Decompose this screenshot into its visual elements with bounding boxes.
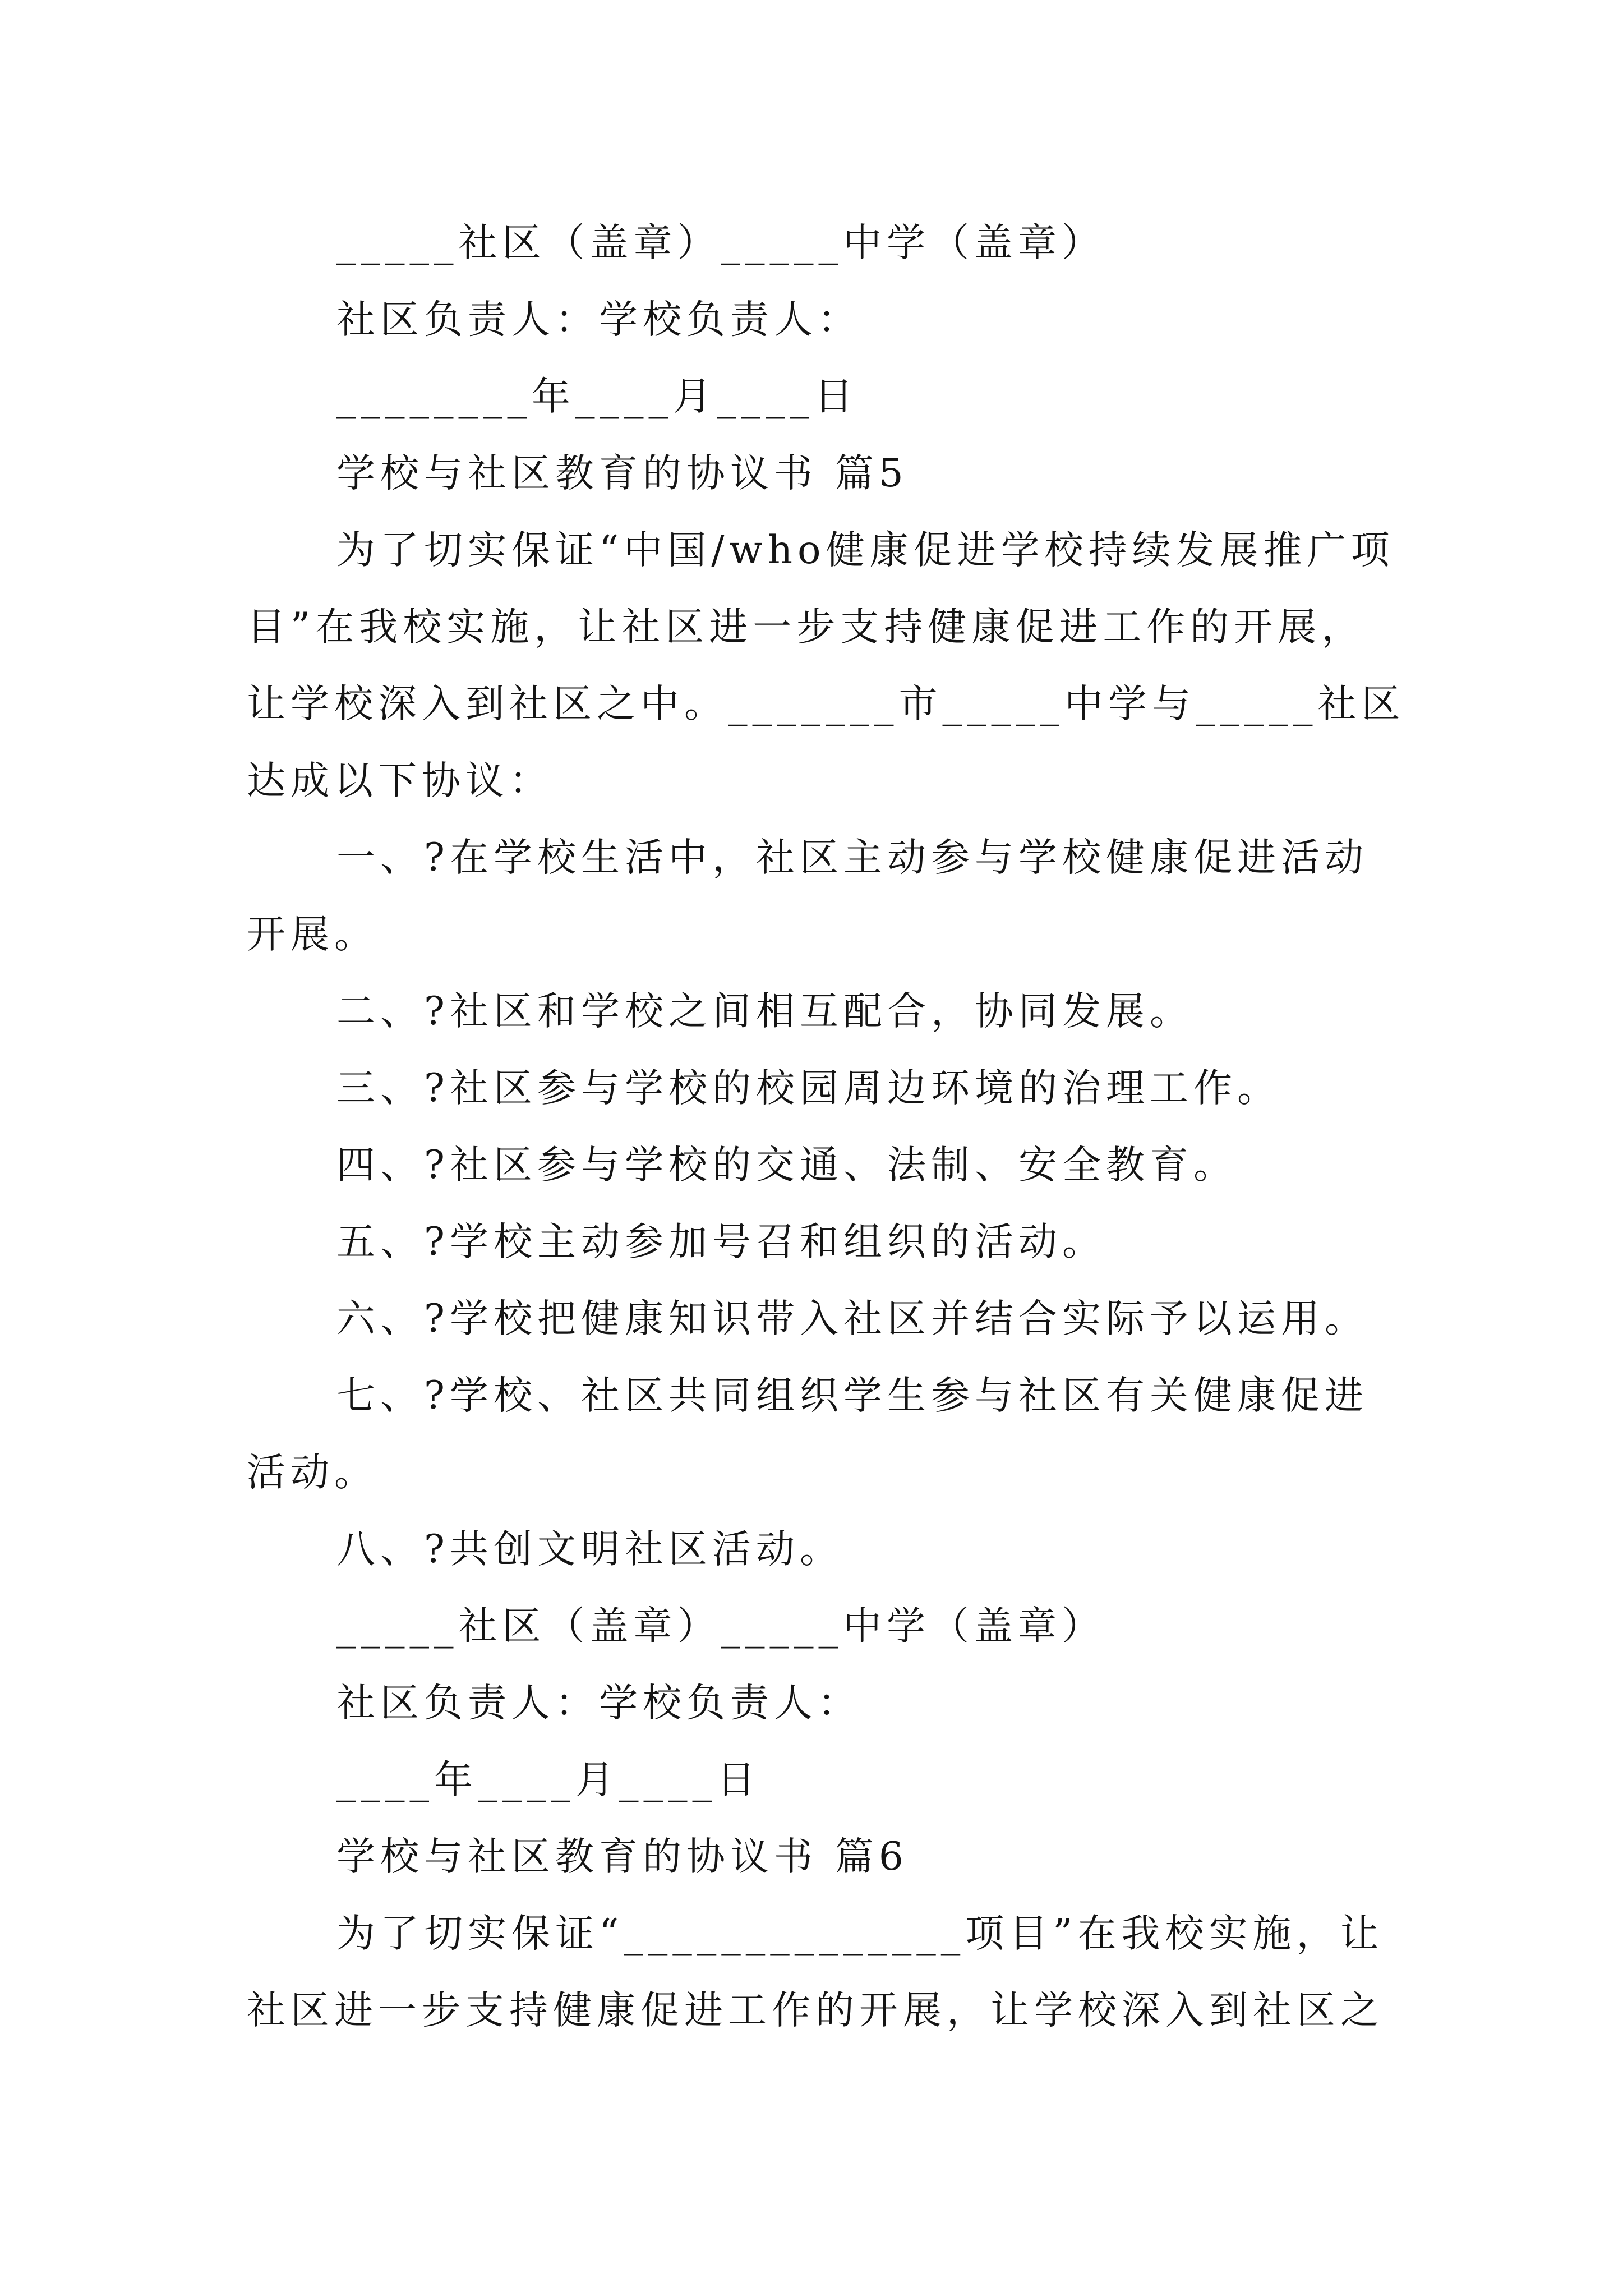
signatories-line: 社区负责人：学校负责人： <box>336 297 861 342</box>
paragraph-line: 达成以下协议： <box>247 758 553 803</box>
clause-line: 八、?共创文明社区活动。 <box>336 1527 843 1572</box>
stamp-line: _____社区（盖章）_____中学（盖章） <box>336 1604 1105 1649</box>
clause-line: 四、?社区参与学校的交通、法制、安全教育。 <box>336 1143 1237 1188</box>
paragraph-line: 社区进一步支持健康促进工作的开展，让学校深入到社区之 <box>247 1988 1384 2033</box>
section-heading: 学校与社区教育的协议书 篇5 <box>336 451 909 496</box>
paragraph-line: 为了切实保证“中国/who健康促进学校持续发展推广项 <box>336 528 1395 573</box>
clause-line: 六、?学校把健康知识带入社区并结合实际予以运用。 <box>336 1296 1368 1341</box>
clause-line: 二、?社区和学校之间相互配合，协同发展。 <box>336 989 1193 1034</box>
section-heading: 学校与社区教育的协议书 篇6 <box>336 1834 909 1879</box>
stamp-line: _____社区（盖章）_____中学（盖章） <box>336 220 1105 265</box>
clause-line: 活动。 <box>247 1450 378 1495</box>
clause-line: 一、?在学校生活中，社区主动参与学校健康促进活动 <box>336 835 1368 880</box>
clause-line: 三、?社区参与学校的校园周边环境的治理工作。 <box>336 1066 1281 1111</box>
signatories-line: 社区负责人：学校负责人： <box>336 1681 861 1726</box>
date-line: ____年____月____日 <box>336 1757 760 1802</box>
paragraph-line: 让学校深入到社区之中。_______市_____中学与_____社区 <box>247 682 1405 726</box>
clause-line: 五、?学校主动参加号召和组织的活动。 <box>336 1220 1106 1264</box>
paragraph-line: 目”在我校实施，让社区进一步支持健康促进工作的开展， <box>247 605 1366 650</box>
date-line: ________年____月____日 <box>336 374 858 419</box>
paragraph-line: 为了切实保证“______________项目”在我校实施，让 <box>336 1911 1384 1956</box>
clause-line: 七、?学校、社区共同组织学生参与社区有关健康促进 <box>336 1373 1368 1418</box>
clause-line: 开展。 <box>247 912 378 957</box>
